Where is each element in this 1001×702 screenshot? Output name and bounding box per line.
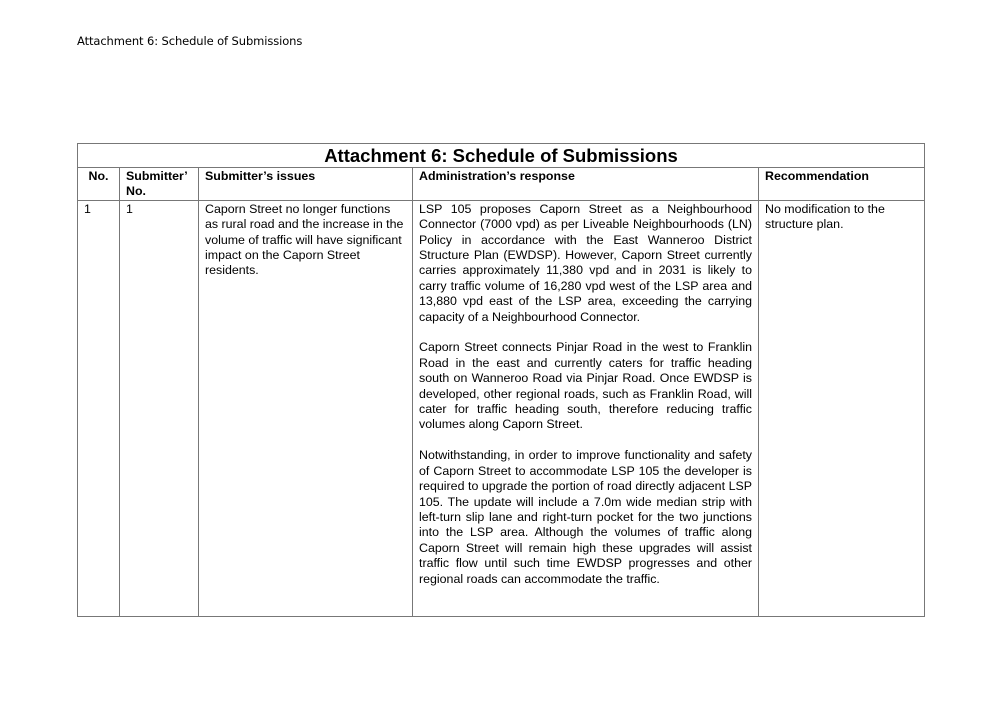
submissions-table xyxy=(77,143,925,617)
column-header-submitter-no: Submitter’ No. xyxy=(120,168,199,201)
cell-no: 1 xyxy=(78,200,120,616)
table-title: Attachment 6: Schedule of Submissions xyxy=(78,144,925,168)
table-header-row xyxy=(78,168,925,201)
cell-submitter-no: 1 xyxy=(120,200,199,616)
cell-issues: Caporn Street no longer functions as rural road and the increase in the volume of traffic will have significant impact on the Caporn Street residents. xyxy=(199,200,413,616)
cell-response xyxy=(413,200,759,616)
page-header: Attachment 6: Schedule of Submissions xyxy=(77,34,303,48)
cell-recommendation: No modification to the structure plan. xyxy=(759,200,925,616)
column-header-issues: Submitter’s issues xyxy=(199,168,413,201)
column-header-response: Administration’s response xyxy=(413,168,759,201)
response-paragraph-2: Caporn Street connects Pinjar Road in the west to Franklin Road in the east and currently caters for traffic heading south on Wanneroo Road via Pinjar Road. Once EWDSP is developed, other regional roads, such as Franklin Road, will cater for traffic heading south, therefore reducing traffic volumes along Caporn Street. xyxy=(419,340,752,432)
table-row xyxy=(78,200,925,616)
column-header-recommendation: Recommendation xyxy=(759,168,925,201)
response-paragraph-3: Notwithstanding, in order to improve functionality and safety of Caporn Street to accommodate LSP 105 the developer is required to upgrade the portion of road directly adjacent LSP 105. The update will include a 7.0m wide median strip with left-turn slip lane and right-turn pocket for the two junctions into the LSP area. Although the volumes of traffic along Caporn Street will remain high these upgrades will assist traffic flow until such time EWDSP progresses and other regional roads can accommodate the traffic. xyxy=(419,448,752,586)
response-paragraph-1: LSP 105 proposes Caporn Street as a Neighbourhood Connector (7000 vpd) as per Liveable Neighbourhoods (LN) Policy in accordance with the East Wanneroo District Structure Plan (EWDSP). However, Caporn Street currently carries approximately 11,380 vpd and in 2031 is likely to carry traffic volume of 16,280 vpd west of the LSP area and 13,880 vpd east of the LSP area, exceeding the carrying capacity of a Neighbourhood Connector. xyxy=(419,201,752,324)
column-header-no: No. xyxy=(78,168,120,201)
